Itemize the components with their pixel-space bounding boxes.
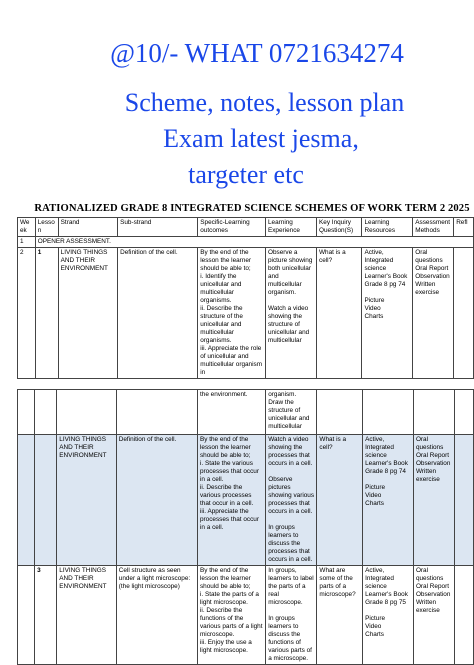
header-inquiry: Key Inquiry Question(S) xyxy=(317,218,362,237)
row-reflection xyxy=(454,566,473,665)
row-substrand: Cell structure as seen under a light microscope: (the light microscope) xyxy=(116,566,197,665)
row-assessment: Oral questions Oral Report Observation Written exercise xyxy=(413,435,454,566)
header-week: We ek xyxy=(18,218,36,237)
header-experience: Learning Experience xyxy=(265,218,316,237)
scheme-table-page2 xyxy=(17,389,474,665)
table-row xyxy=(18,248,474,379)
opener-week: 1 xyxy=(18,237,36,248)
row-week xyxy=(18,435,35,566)
promo-offer-line: Scheme, notes, lesson plan xyxy=(124,88,405,117)
row-reflection xyxy=(454,248,474,379)
row-inquiry: What is a cell? xyxy=(317,248,362,379)
row-week: 2 xyxy=(18,248,36,379)
table-row xyxy=(18,435,474,566)
header-resources: Learning Resources xyxy=(362,218,413,237)
promo-contact-line: @10/- WHAT 0721634274 xyxy=(110,38,404,68)
row-experience: Observe a picture showing both unicellular and multicellular organism. Watch a video showing the structure of unicellular and multicellular xyxy=(265,248,316,379)
row-inquiry: What is a cell? xyxy=(317,435,363,566)
continued-experience: organism. Draw the structure of unicellular and multicellular xyxy=(266,390,317,435)
row-substrand: Definition of the cell. xyxy=(116,435,197,566)
row-experience: Watch a video showing the processes that occurs in a cell. Observe pictures showing various processes that occurs in a cell. In groups learners to discuss the processes that occurs in a cell. xyxy=(266,435,317,566)
row-outcomes: By the end of the lesson the learner should be able to; i. State the various processes that occur in a cell. ii. Describe the various processes that occur in a cell. iii. Appreciate the processes that occur in a cell. xyxy=(197,435,265,566)
row-lesson xyxy=(35,435,57,566)
header-reflection: Refl xyxy=(454,218,474,237)
scheme-table-page1 xyxy=(17,217,474,379)
promo-exam-line: Exam latest jesma, xyxy=(163,124,359,153)
row-outcomes: By the end of the lesson the learner should be able to; i. State the parts of a light microscope. ii. Describe the functions of the various parts of a light microscope. iii. Enjoy the use a light microscope. xyxy=(197,566,265,665)
header-substrand: Sub-strand xyxy=(118,218,198,237)
continued-outcomes: the environment. xyxy=(197,390,265,435)
header-strand: Strand xyxy=(58,218,117,237)
row-week xyxy=(18,566,35,665)
row-resources: Active, Integrated science Learner's Book Grade 8 pg 75 Picture Video Charts xyxy=(363,566,414,665)
row-reflection xyxy=(454,435,473,566)
table-row xyxy=(18,566,474,665)
header-assessment: Assessment Methods xyxy=(413,218,454,237)
row-lesson: 1 xyxy=(35,248,58,379)
row-substrand: Definition of the cell. xyxy=(118,248,198,379)
row-resources: Active, Integrated science Learner's Book Grade 8 pg 74 Picture Video Charts xyxy=(363,435,414,566)
row-resources: Active, Integrated science Learner's Book Grade 8 pg 74 Picture Video Charts xyxy=(362,248,413,379)
table-header-row xyxy=(18,218,474,237)
opener-row xyxy=(18,237,474,248)
continued-row xyxy=(18,390,474,435)
row-strand: LIVING THINGS AND THEIR ENVIRONMENT xyxy=(58,248,117,379)
row-lesson: 3 xyxy=(35,566,57,665)
opener-text: OPENER ASSESSMENT. xyxy=(35,237,473,248)
row-assessment: Oral questions Oral Report Observation Written exercise xyxy=(413,248,454,379)
header-outcomes: Specific-Learning outcomes xyxy=(198,218,266,237)
row-outcomes: By the end of the lesson the learner should be able to; i. Identify the unicellular and multicellular organisms. ii. Describe the structure of the unicellular and multicellular organisms. iii. Appreciate the role of unicellular and multicellular organism in xyxy=(198,248,266,379)
row-strand: LIVING THINGS AND THEIR ENVIRONMENT xyxy=(57,566,117,665)
document-title: RATIONALIZED GRADE 8 INTEGRATED SCIENCE SCHEMES OF WORK TERM 2 2025 xyxy=(34,203,470,214)
row-strand: LIVING THINGS AND THEIR ENVIRONMENT xyxy=(57,435,117,566)
row-experience: In groups, learners to label the parts of a real microscope. In groups learners to discuss the functions of various parts of a microscope. xyxy=(266,566,317,665)
header-lesson: Lesso n xyxy=(35,218,58,237)
row-inquiry: What are some of the parts of a microscope? xyxy=(317,566,363,665)
promo-extra-line: targeter etc xyxy=(188,160,304,189)
row-assessment: Oral questions Oral Report Observation Written exercise xyxy=(413,566,454,665)
